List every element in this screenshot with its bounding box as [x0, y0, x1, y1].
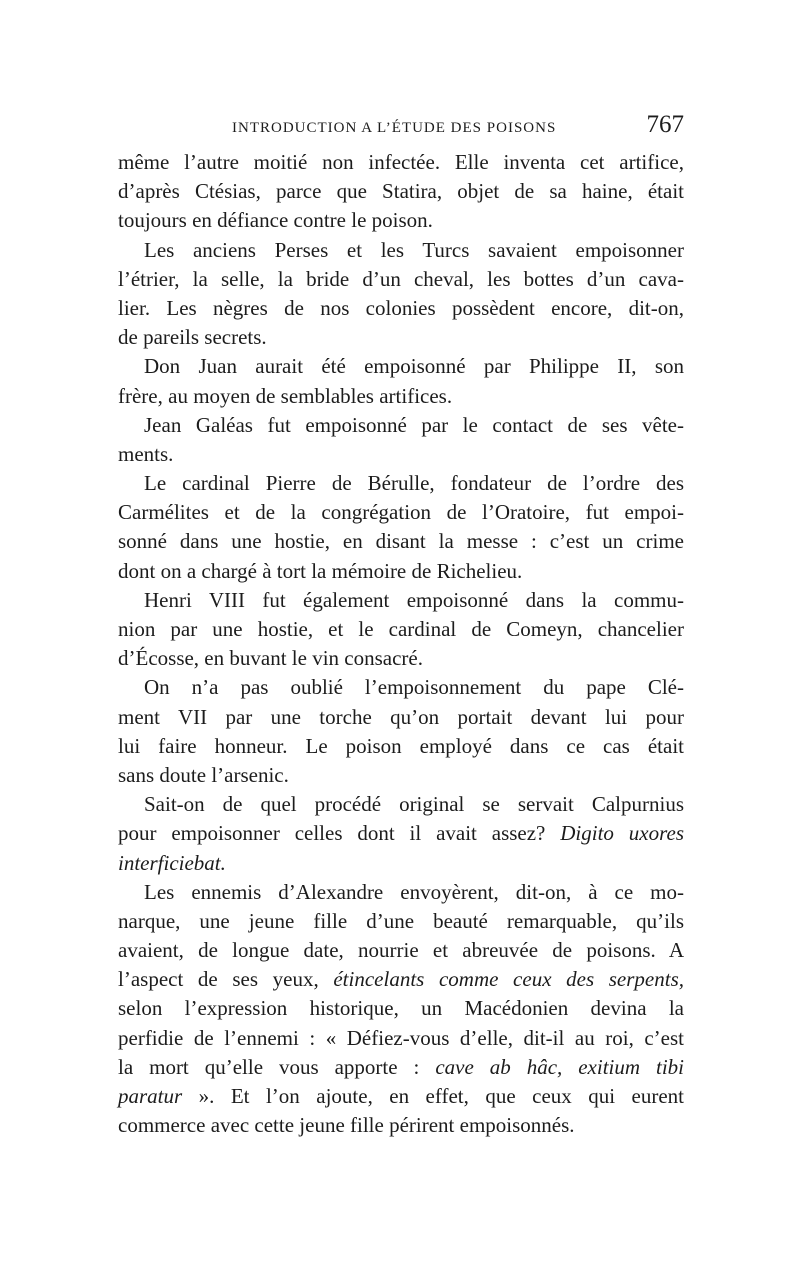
- text-line: [118, 323, 684, 352]
- text-line: [118, 1024, 684, 1053]
- text-segment: toujours en défiance contre le poison.: [118, 208, 433, 233]
- text-line: [118, 148, 684, 177]
- text-segment: frère, au moyen de semblables artifices.: [118, 383, 453, 408]
- text-line: [118, 994, 684, 1023]
- text-segment: d’Écosse, en buvant le vin consacré.: [118, 646, 423, 671]
- text-segment: d’après Ctésias, parce que Statira, objet de sa haine, était: [118, 179, 684, 204]
- text-line: [118, 849, 684, 878]
- running-head: [118, 110, 684, 144]
- text-segment: lui faire honneur. Le poison employé dans ce cas était: [118, 733, 684, 758]
- text-line: [118, 878, 684, 907]
- text-segment: Henri VIII fut également empoisonné dans la commu-: [144, 587, 684, 612]
- text-segment: ment VII par une torche qu’on portait devant lui pour: [118, 704, 684, 729]
- text-segment: ments.: [118, 441, 174, 466]
- text-segment: dont on a chargé à tort la mémoire de Richelieu.: [118, 558, 523, 583]
- text-line: [118, 732, 684, 761]
- text-line: [118, 382, 684, 411]
- text-segment: Carmélites et de la congrégation de l’Oratoire, fut empoi-: [118, 500, 684, 525]
- text-segment: Le cardinal Pierre de Bérulle, fondateur de l’ordre des: [144, 471, 684, 496]
- text-line: [118, 411, 684, 440]
- text-segment: même l’autre moitié non infectée. Elle inventa cet artifice,: [118, 150, 684, 174]
- text-line: [118, 965, 684, 994]
- text-segment: ». Et l’on ajoute, en effet, que ceux qui eurent: [182, 1084, 684, 1108]
- text-segment: perfidie de l’ennemi : « Défiez-vous d’elle, dit-il au roi, c’est: [118, 1025, 684, 1050]
- text-line: [118, 469, 684, 498]
- text-line: [118, 1082, 684, 1111]
- text-line: [118, 236, 684, 265]
- text-segment: Sait-on de quel procédé original se servait Calpurnius: [144, 792, 684, 817]
- text-segment: Les ennemis d’Alexandre envoyèrent, dit-on, à ce mo-: [144, 879, 684, 904]
- italic-text: étincelants comme ceux des serpents,: [333, 967, 684, 992]
- text-line: [118, 206, 684, 235]
- text-line: [118, 527, 684, 556]
- running-title: INTRODUCTION A L’ÉTUDE DES POISONS: [232, 120, 557, 136]
- text-segment: narque, une jeune fille d’une beauté remarquable, qu’ils: [118, 908, 684, 933]
- text-line: [118, 1053, 684, 1082]
- italic-text: Digito uxores: [560, 821, 684, 846]
- text-segment: nion par une hostie, et le cardinal de Comeyn, chancelier: [118, 617, 684, 641]
- italic-text: interficiebat.: [118, 850, 226, 875]
- text-segment: Jean Galéas fut empoisonné par le contact de ses vête-: [144, 412, 684, 437]
- text-line: [118, 761, 684, 790]
- italic-text: cave ab hâc, exitium tibi: [435, 1054, 684, 1079]
- text-line: [118, 557, 684, 586]
- text-line: [118, 790, 684, 819]
- text-segment: Don Juan aurait été empoisonné par Philippe II, son: [144, 354, 684, 379]
- text-segment: Les anciens Perses et les Turcs savaient empoisonner: [144, 237, 684, 262]
- text-line: [118, 177, 684, 206]
- text-line: [118, 1111, 684, 1140]
- text-line: [118, 936, 684, 965]
- text-segment: l’étrier, la selle, la bride d’un cheval, les bottes d’un cava-: [118, 266, 684, 291]
- text-line: [118, 615, 684, 644]
- text-line: [118, 352, 684, 381]
- text-line: [118, 907, 684, 936]
- text-line: [118, 586, 684, 615]
- text-line: [118, 498, 684, 527]
- text-line: [118, 294, 684, 323]
- text-line: [118, 703, 684, 732]
- text-segment: sans doute l’arsenic.: [118, 762, 289, 787]
- text-segment: l’aspect de ses yeux,: [118, 967, 334, 992]
- text-line: [118, 644, 684, 673]
- text-segment: selon l’expression historique, un Macédonien devina la: [118, 996, 684, 1021]
- text-segment: sonné dans une hostie, en disant la messe : c’est un crime: [118, 529, 684, 554]
- text-segment: commerce avec cette jeune fille périrent empoisonnés.: [118, 1113, 575, 1138]
- text-segment: pour empoisonner celles dont il avait assez?: [118, 821, 561, 846]
- text-segment: On n’a pas oublié l’empoisonnement du pape Clé-: [144, 675, 684, 700]
- page-number: 767: [646, 111, 684, 138]
- text-segment: avaient, de longue date, nourrie et abreuvée de poisons. A: [118, 938, 684, 963]
- text-line: [118, 265, 684, 294]
- text-line: [118, 819, 684, 848]
- body-text: [118, 148, 684, 1140]
- italic-text: paratur: [118, 1084, 183, 1108]
- text-line: [118, 673, 684, 702]
- text-segment: de pareils secrets.: [118, 325, 267, 350]
- text-segment: lier. Les nègres de nos colonies possèdent encore, dit-on,: [118, 295, 684, 320]
- text-line: [118, 440, 684, 469]
- text-segment: la mort qu’elle vous apporte :: [118, 1054, 436, 1079]
